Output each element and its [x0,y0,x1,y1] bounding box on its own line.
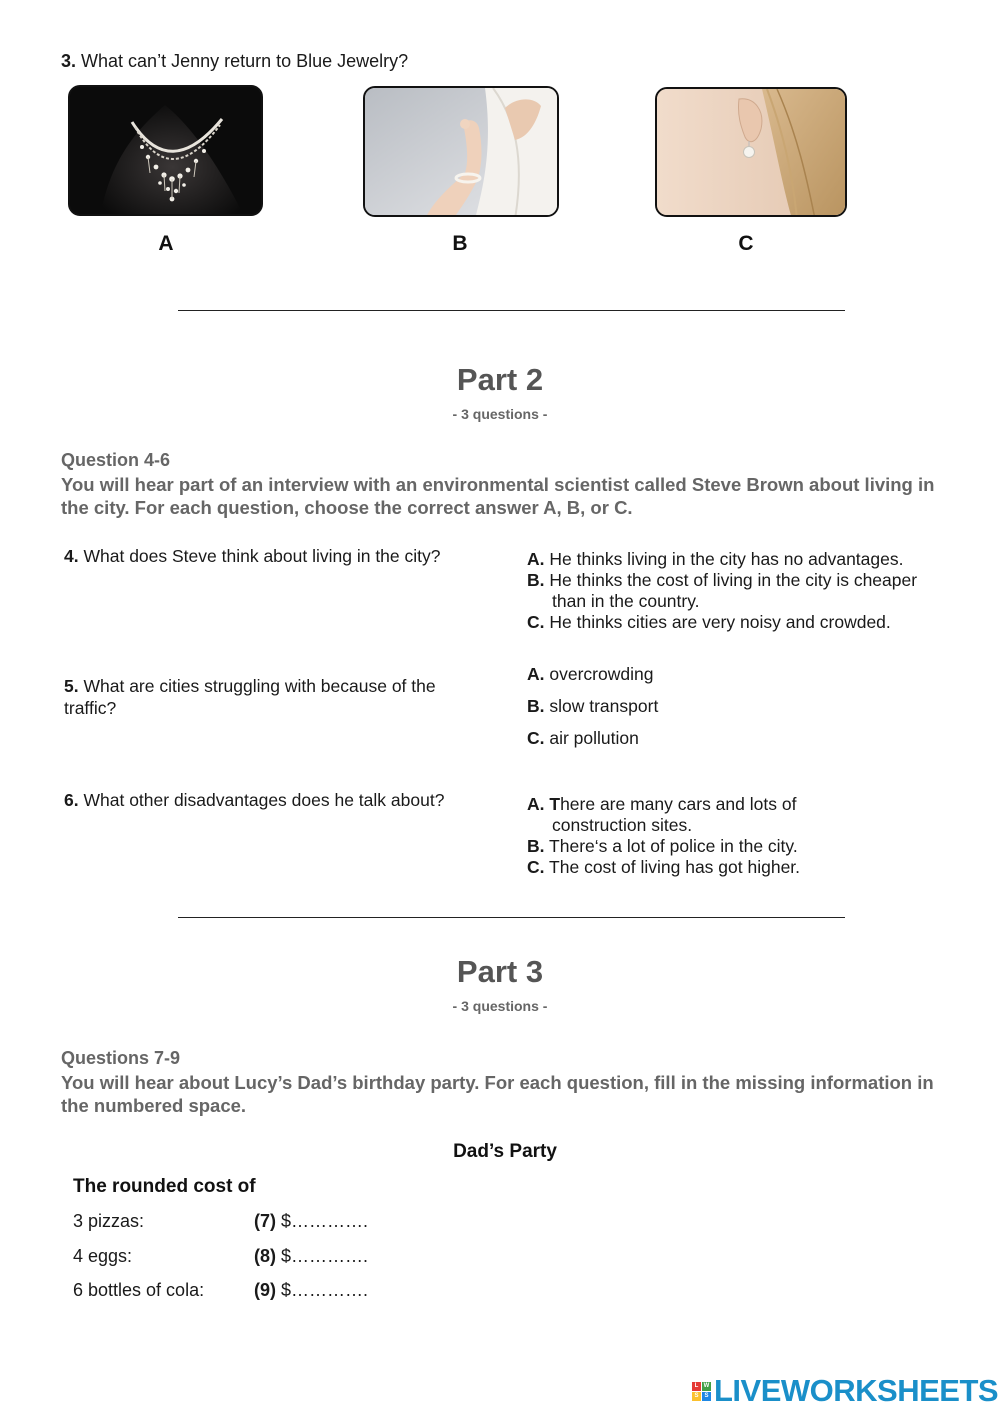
section-divider [178,917,845,918]
question-5-options [527,664,658,749]
option-c[interactable] [527,612,917,633]
option-b-image[interactable] [363,86,559,217]
part-3-instruction: You will hear about Lucy’s Dad’s birthday party. For each question, fill in the missing information in the numbered space. [61,1072,934,1116]
option-letter: A. T [527,794,561,814]
necklace-image [70,87,263,216]
question-number: 5. [64,676,79,696]
option-b[interactable] [527,696,658,728]
question-text: What are cities struggling with because of the traffic? [64,676,436,718]
option-a-image[interactable] [68,85,263,216]
blank-number: (8) [254,1246,276,1266]
logo-text: LIVEWORKSHEETS [714,1373,999,1408]
answer-blank-7[interactable] [254,1211,368,1232]
question-4-options [527,549,917,633]
question-text: What does Steve think about living in the city? [83,546,441,566]
bracelet-image [365,88,559,217]
question-6-options [527,794,800,878]
option-text: overcrowding [549,664,654,684]
option-text: There‘s a lot of police in the city. [549,836,798,856]
answer-blank-8[interactable] [254,1246,368,1267]
option-text: air pollution [549,728,639,748]
option-letter: A. [527,664,545,684]
blank-text: $…………. [281,1280,369,1300]
part-3-instruction-title: Questions 7-9 [61,1048,181,1068]
logo-blocks-icon: L W S S [692,1382,711,1401]
earring-image [657,89,847,217]
option-b[interactable] [527,836,800,857]
option-a[interactable] [527,794,800,836]
option-letter: B. [527,696,545,716]
question-number: 3. [61,51,77,71]
question-number: 6. [64,790,79,810]
option-c[interactable] [527,728,658,749]
option-text: slow transport [549,696,659,716]
item-label: 6 bottles of cola: [73,1280,205,1300]
option-b-letter: B [452,232,468,255]
option-a[interactable] [527,549,917,570]
option-text: The cost of living has got higher. [549,857,801,877]
question-text: What other disadvantages does he talk about? [83,790,445,810]
option-c[interactable] [527,857,800,878]
question-number: 4. [64,546,79,566]
part-2-title: Part 2 [456,362,544,397]
answer-blank-9[interactable] [254,1280,368,1301]
part-2-instruction: You will hear part of an interview with an environmental scientist called Steve Brown about living in the city. For each question, choose the correct answer A, B, or C. [61,474,935,518]
option-letter: C. [527,728,545,748]
liveworksheets-logo[interactable] [692,1375,998,1407]
item-label: 4 eggs: [73,1246,133,1266]
part-2-subtitle: - 3 questions - [452,406,548,422]
option-a-letter: A [158,232,174,255]
question-4 [64,545,484,567]
question-6 [64,789,504,811]
part-3-subtitle: - 3 questions - [452,998,548,1014]
section-divider [178,310,845,311]
option-text-continued: construction sites. [552,815,693,835]
option-c-letter: C [738,232,754,255]
option-b[interactable] [527,570,917,612]
option-text: He thinks cities are very noisy and crowded. [549,612,891,632]
option-letter: A. [527,549,545,569]
option-text: here are many cars and lots of [560,794,797,814]
blank-number: (7) [254,1211,276,1231]
cost-subheading: The rounded cost of [73,1176,256,1197]
blank-text: $…………. [281,1211,369,1231]
option-text: He thinks the cost of living in the city is cheaper [549,570,918,590]
option-letter: B. [527,570,545,590]
question-3 [61,50,408,72]
item-label: 3 pizzas: [73,1211,145,1231]
blank-text: $…………. [281,1246,369,1266]
part-2-instruction-title: Question 4-6 [61,450,171,470]
question-5 [64,675,484,719]
option-letter: B. [527,836,545,856]
party-heading: Dad’s Party [453,1141,557,1162]
option-a[interactable] [527,664,658,696]
question-text: What can’t Jenny return to Blue Jewelry? [81,51,409,71]
option-letter: C. [527,857,545,877]
option-c-image[interactable] [655,87,847,217]
blank-number: (9) [254,1280,276,1300]
option-text: He thinks living in the city has no advantages. [549,549,904,569]
option-text-continued: than in the country. [552,591,700,611]
part-3-title: Part 3 [456,954,544,989]
option-letter: C. [527,612,545,632]
